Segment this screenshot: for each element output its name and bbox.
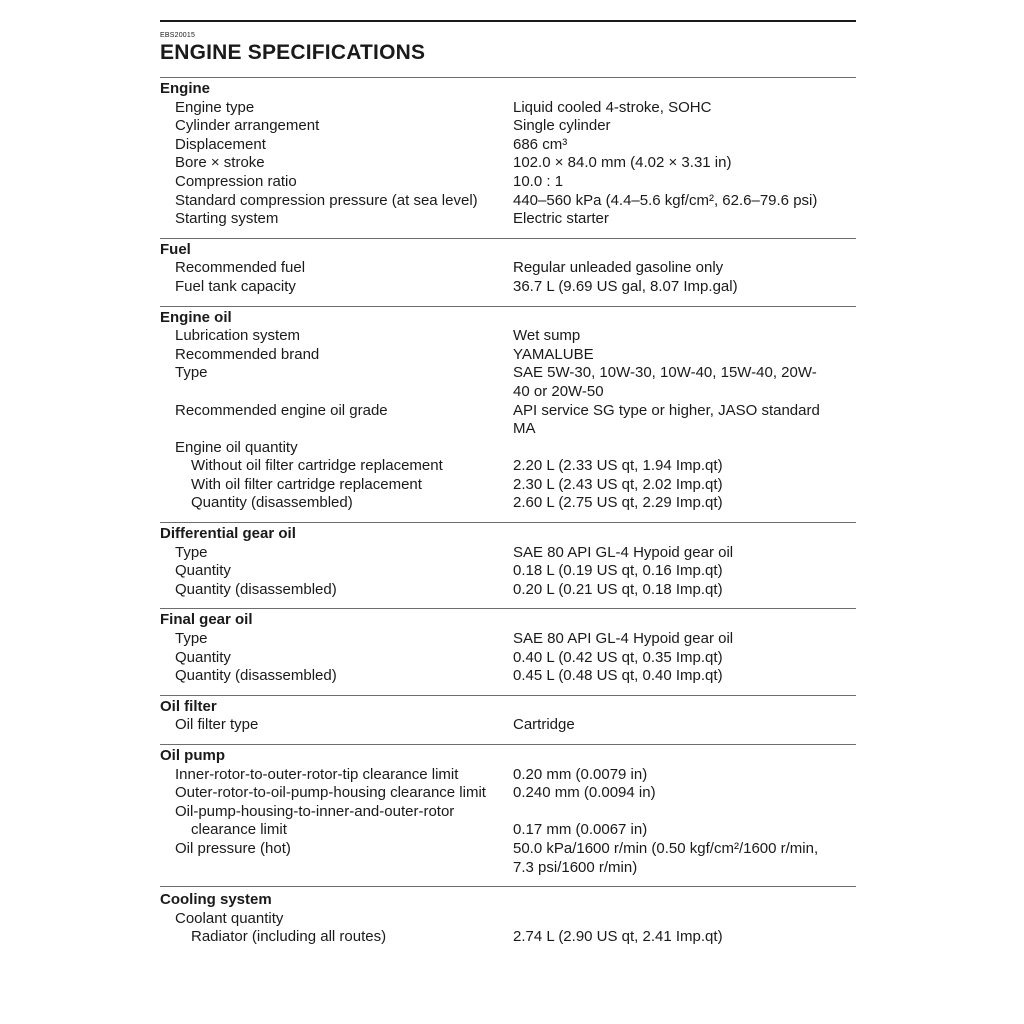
spec-value: 0.45 L (0.48 US qt, 0.40 Imp.qt) — [513, 667, 723, 685]
spec-row — [160, 210, 856, 229]
spec-value: 0.20 L (0.21 US qt, 0.18 Imp.qt) — [513, 580, 723, 598]
spec-label: With oil filter cartridge replacement — [191, 475, 422, 493]
spec-row — [160, 840, 856, 877]
spec-value: 686 cm³ — [513, 135, 568, 153]
doc-code: EBS20015 — [160, 32, 196, 39]
spec-value-line: MA — [513, 420, 536, 438]
spec-label: Coolant quantity — [175, 909, 284, 927]
spec-label: Quantity (disassembled) — [175, 580, 337, 598]
spec-value-line: 7.3 psi/1600 r/min) — [513, 858, 638, 876]
spec-label: Engine type — [175, 98, 255, 116]
spec-row — [160, 716, 856, 735]
spec-value: 0.17 mm (0.0067 in) — [513, 821, 648, 839]
spec-row — [160, 476, 856, 495]
spec-value: 2.60 L (2.75 US qt, 2.29 Imp.qt) — [513, 494, 723, 512]
spec-label: Lubrication system — [175, 327, 301, 345]
spec-row — [160, 784, 856, 803]
spec-label: Radiator (including all routes) — [191, 928, 387, 946]
spec-row — [160, 173, 856, 192]
section-oil-filter — [160, 695, 856, 744]
spec-value-line: 40 or 20W-50 — [513, 382, 604, 400]
spec-value: Liquid cooled 4-stroke, SOHC — [513, 98, 712, 116]
spec-value: 440–560 kPa (4.4–5.6 kgf/cm², 62.6–79.6 psi) — [513, 191, 818, 209]
spec-row — [160, 346, 856, 365]
spec-value: SAE 80 API GL-4 Hypoid gear oil — [513, 630, 734, 648]
spec-value: 2.74 L (2.90 US qt, 2.41 Imp.qt) — [513, 928, 723, 946]
section-final-gear-oil — [160, 608, 856, 694]
spec-label: Type — [175, 543, 208, 561]
spec-row — [160, 910, 856, 929]
top-rule — [160, 20, 856, 22]
spec-label: Outer-rotor-to-oil-pump-housing clearance limit — [175, 784, 486, 802]
section-title: Cooling system — [160, 891, 272, 909]
spec-row — [160, 136, 856, 155]
spec-row — [160, 117, 856, 136]
section-cooling-system — [160, 886, 856, 947]
spec-label: Engine oil quantity — [175, 438, 298, 456]
spec-label: Bore × stroke — [175, 154, 265, 172]
section-engine-oil — [160, 306, 856, 523]
spec-row — [160, 803, 856, 822]
section-fuel — [160, 238, 856, 306]
spec-row — [160, 928, 856, 947]
spec-row — [160, 457, 856, 476]
spec-row — [160, 821, 856, 840]
spec-label: Oil filter type — [175, 716, 259, 734]
spec-label: Compression ratio — [175, 172, 297, 190]
spec-label: Fuel tank capacity — [175, 277, 296, 295]
spec-row — [160, 402, 856, 439]
spec-value — [513, 840, 856, 877]
spec-label: Quantity (disassembled) — [175, 667, 337, 685]
section-title: Fuel — [160, 240, 191, 258]
spec-row — [160, 364, 856, 401]
spec-label: Type — [175, 364, 208, 382]
spec-value-empty — [513, 910, 856, 929]
spec-value: Electric starter — [513, 210, 609, 228]
spec-value: SAE 80 API GL-4 Hypoid gear oil — [513, 543, 734, 561]
spec-label: Standard compression pressure (at sea level) — [175, 191, 478, 209]
section-title: Oil pump — [160, 747, 225, 764]
spec-label: Quantity — [175, 648, 231, 666]
spec-label: Oil-pump-housing-to-inner-and-outer-rotor — [175, 802, 455, 820]
spec-row — [160, 649, 856, 668]
spec-value — [513, 364, 856, 401]
spec-value: 2.30 L (2.43 US qt, 2.02 Imp.qt) — [513, 475, 723, 493]
spec-row — [160, 278, 856, 297]
spec-value: Single cylinder — [513, 117, 611, 135]
section-title: Final gear oil — [160, 611, 253, 629]
spec-value-line: SAE 5W-30, 10W-30, 10W-40, 15W-40, 20W- — [513, 364, 817, 382]
spec-label: Recommended engine oil grade — [175, 401, 388, 419]
spec-value-line: API service SG type or higher, JASO standard — [513, 401, 820, 419]
spec-value: 2.20 L (2.33 US qt, 1.94 Imp.qt) — [513, 457, 723, 475]
spec-label: Oil pressure (hot) — [175, 839, 291, 857]
spec-value: Wet sump — [513, 327, 581, 345]
spec-value: 0.18 L (0.19 US qt, 0.16 Imp.qt) — [513, 562, 723, 580]
spec-row — [160, 494, 856, 513]
spec-value: 0.20 mm (0.0079 in) — [513, 765, 648, 783]
spec-row — [160, 327, 856, 346]
spec-row — [160, 562, 856, 581]
spec-label: Displacement — [175, 135, 266, 153]
spec-value-empty — [513, 439, 856, 458]
section-title: Oil filter — [160, 697, 217, 715]
spec-value: 10.0 : 1 — [513, 172, 564, 190]
spec-row — [160, 259, 856, 278]
spec-value-line: 50.0 kPa/1600 r/min (0.50 kgf/cm²/1600 r/min, — [513, 839, 819, 857]
spec-row — [160, 667, 856, 686]
section-differential-gear-oil — [160, 522, 856, 608]
spec-row — [160, 766, 856, 785]
spec-row — [160, 439, 856, 458]
spec-label: Starting system — [175, 210, 279, 228]
spec-row — [160, 630, 856, 649]
spec-value — [513, 402, 856, 439]
spec-value: Regular unleaded gasoline only — [513, 259, 724, 277]
spec-value-empty — [513, 803, 856, 822]
page-title: ENGINE SPECIFICATIONS — [160, 41, 426, 64]
spec-label: Cylinder arrangement — [175, 117, 320, 135]
spec-label: Without oil filter cartridge replacement — [191, 457, 443, 475]
spec-value: 0.40 L (0.42 US qt, 0.35 Imp.qt) — [513, 648, 723, 666]
spec-value: 36.7 L (9.69 US gal, 8.07 Imp.gal) — [513, 277, 738, 295]
spec-row — [160, 99, 856, 118]
spec-value: Cartridge — [513, 716, 575, 734]
spec-row — [160, 544, 856, 563]
spec-value: YAMALUBE — [513, 345, 594, 363]
section-title: Engine — [160, 80, 211, 97]
section-title: Engine oil — [160, 308, 232, 326]
section-engine — [160, 77, 856, 238]
spec-label: clearance limit — [191, 821, 287, 839]
spec-label: Recommended brand — [175, 345, 320, 363]
spec-label: Quantity (disassembled) — [191, 494, 353, 512]
section-title: Differential gear oil — [160, 525, 296, 543]
spec-label: Type — [175, 630, 208, 648]
spec-label: Recommended fuel — [175, 259, 306, 277]
spec-value: 0.240 mm (0.0094 in) — [513, 784, 656, 802]
section-oil-pump — [160, 744, 856, 886]
spec-row — [160, 154, 856, 173]
spec-value: 102.0 × 84.0 mm (4.02 × 3.31 in) — [513, 154, 732, 172]
spec-label: Inner-rotor-to-outer-rotor-tip clearance limit — [175, 765, 459, 783]
spec-row — [160, 581, 856, 600]
spec-page — [160, 20, 856, 947]
spec-row — [160, 192, 856, 211]
spec-label: Quantity — [175, 562, 231, 580]
